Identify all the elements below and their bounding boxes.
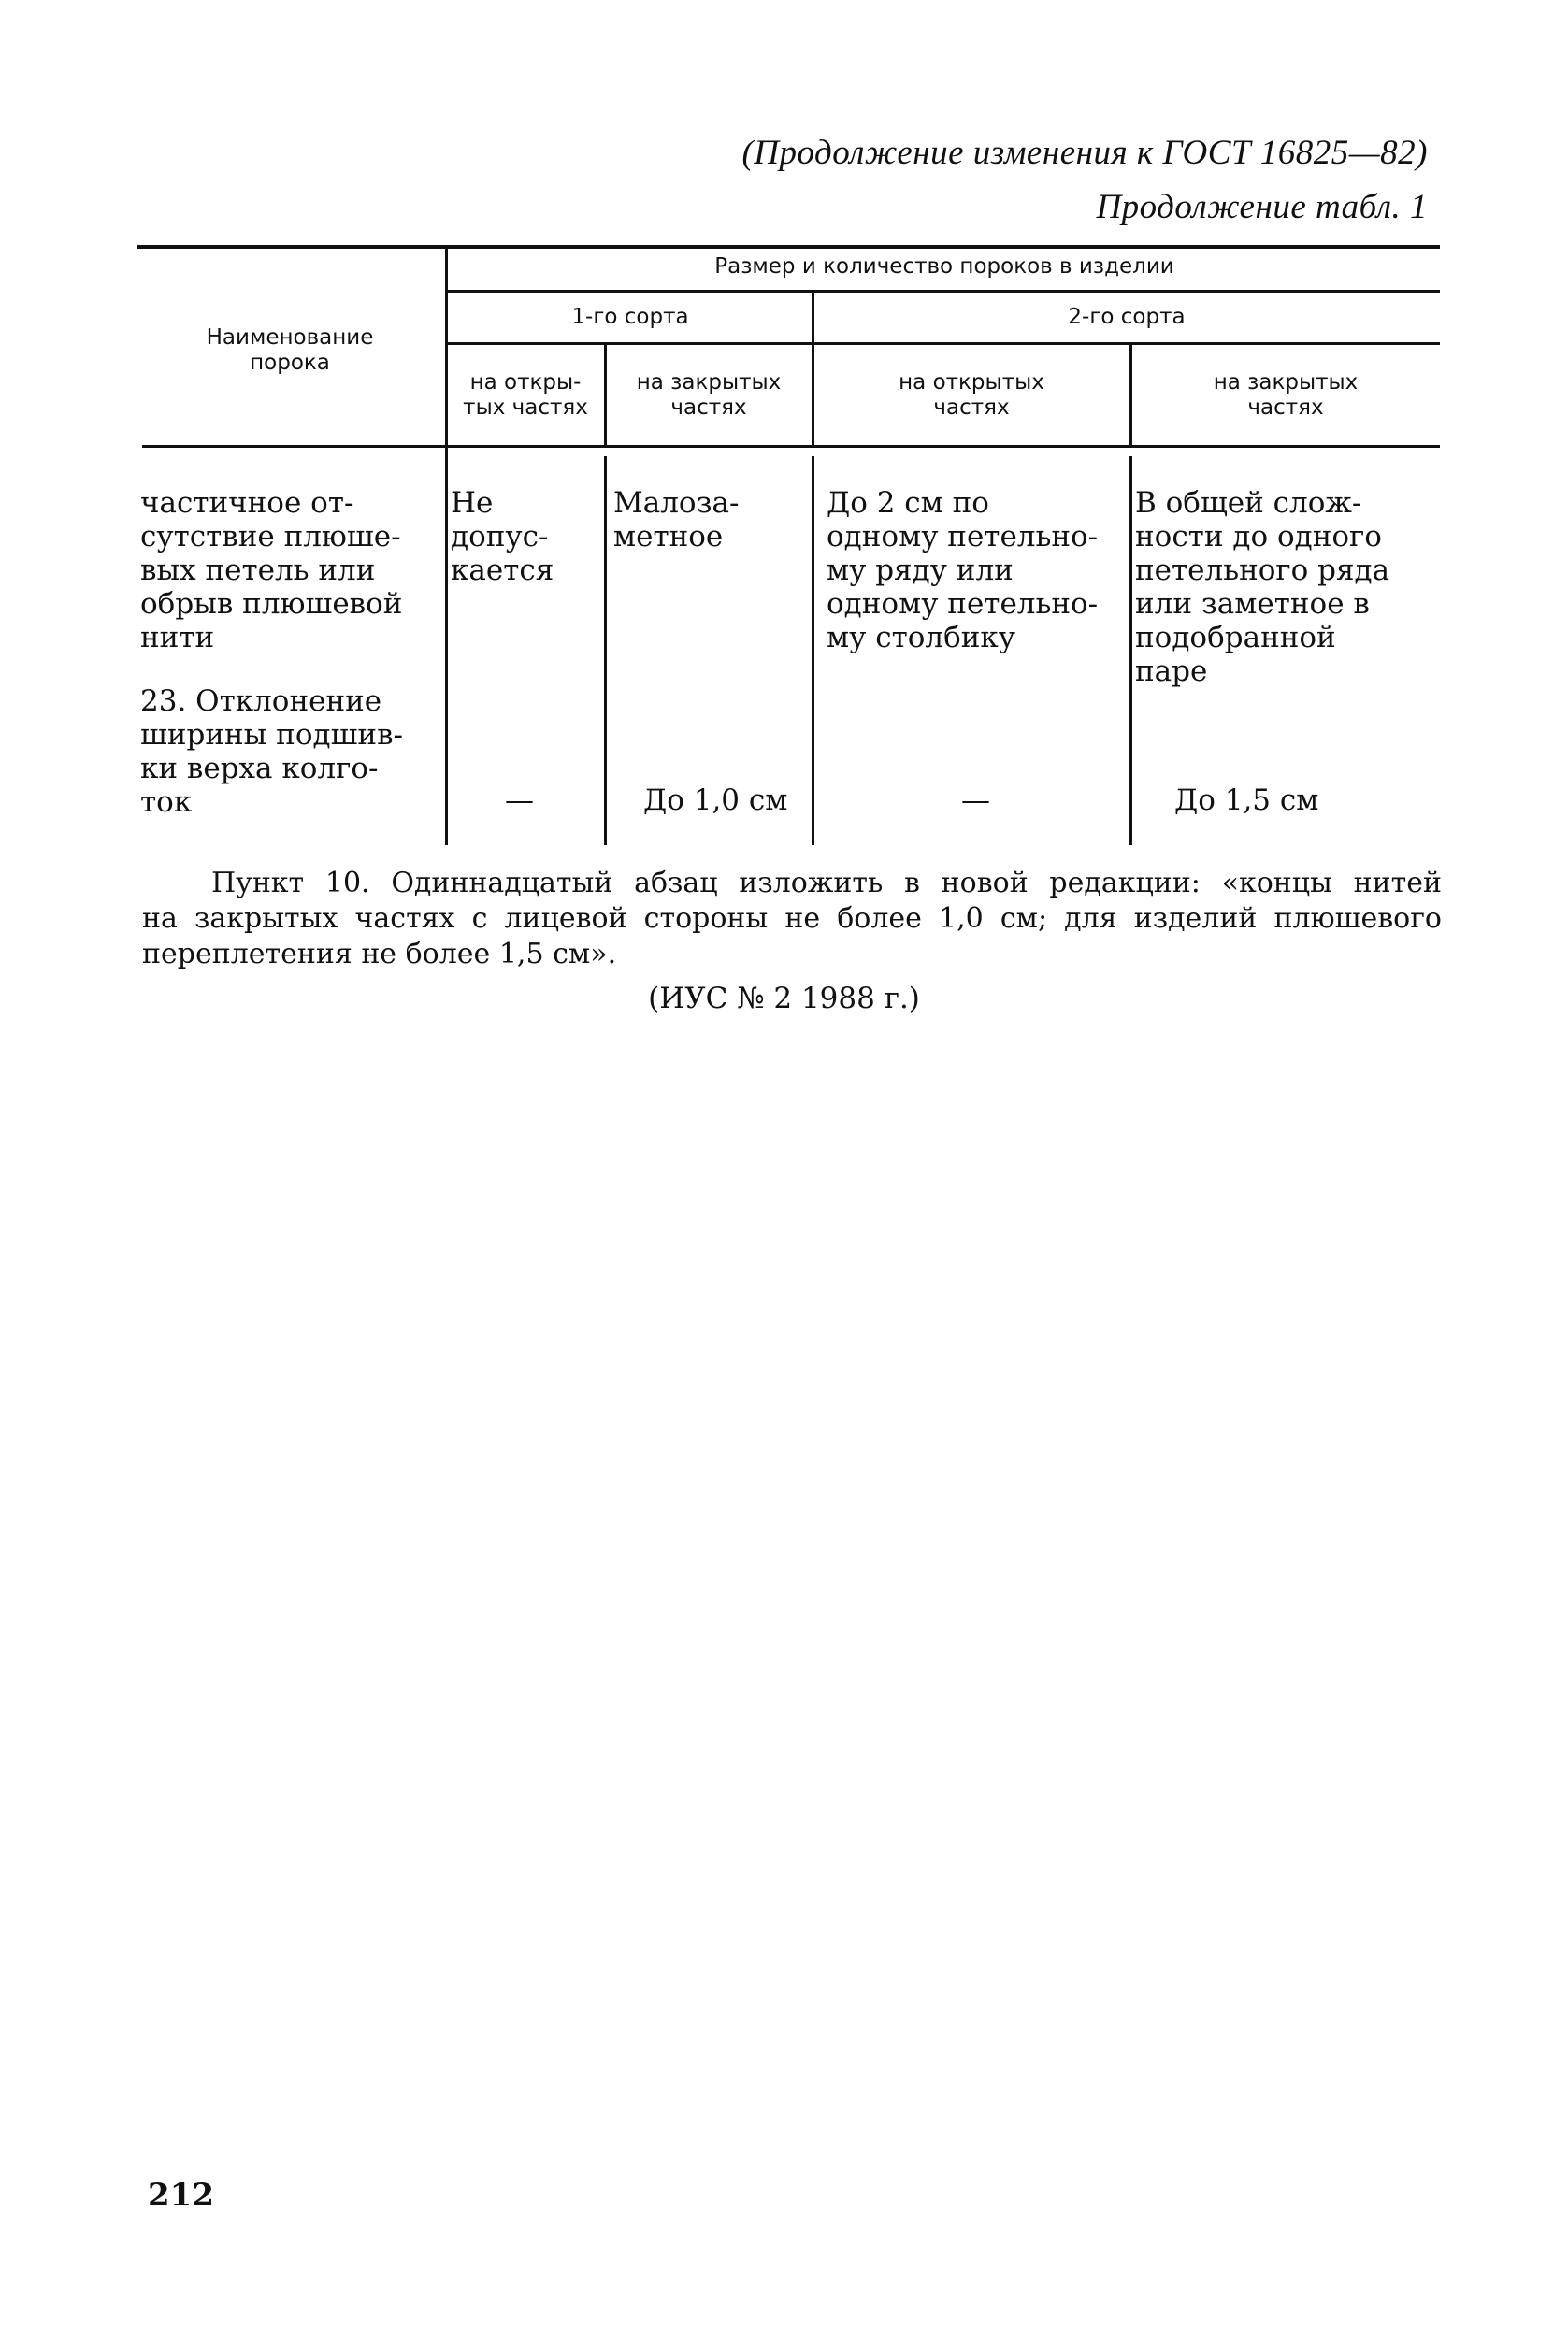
col-divider-name xyxy=(445,247,448,845)
header-grade2-closed: на закрытых частях xyxy=(1213,370,1359,420)
paragraph-line: на закрытых частях с лицевой стороны не более 1,0 см; для изделий плюшевого xyxy=(142,902,1442,935)
grade1-open-value: Не допус- кается xyxy=(451,486,554,587)
source-reference: (ИУС № 2 1988 г.) xyxy=(648,982,920,1015)
header-grade2-open: на открытых частях xyxy=(899,370,1044,420)
col-divider-grade1-body xyxy=(604,456,607,845)
grade2-closed-value: В общей слож- ности до одного петельного ряда или заметное в подобранной паре xyxy=(1135,486,1390,688)
grade1-closed-value: До 1,0 см xyxy=(643,783,788,817)
grade2-open-value: — xyxy=(961,783,990,817)
paragraph-line: Пункт 10. Одиннадцатый абзац изложить в новой редакции: «концы нитей xyxy=(211,867,1442,899)
defect-name: частичное от- сутствие плюше- вых петель или обрыв плюшевой нити xyxy=(140,486,403,654)
amendment-paragraph xyxy=(142,866,1442,972)
header-rule-grade xyxy=(447,342,1440,345)
header-bottom-rule xyxy=(142,445,1440,448)
header-grade1-closed: на закрытых частях xyxy=(636,370,782,420)
paragraph-line: переплетения не более 1,5 см». xyxy=(142,938,617,970)
grade2-open-value: До 2 см по одному петельно- му ряду или одному петельно- му столбику xyxy=(827,486,1099,654)
header-size-count: Размер и количество пороков в изделии xyxy=(714,254,1174,279)
grade1-closed-value: Малоза- метное xyxy=(613,486,740,553)
continuation-header: (Продолжение изменения к ГОСТ 16825—82) xyxy=(741,134,1428,172)
header-grade1: 1-го сорта xyxy=(571,305,689,329)
header-grade2: 2-го сорта xyxy=(1068,305,1186,329)
grade2-closed-value: До 1,5 см xyxy=(1174,783,1319,817)
col-divider-grades-body xyxy=(812,456,814,845)
table-top-rule xyxy=(137,245,1440,249)
table-continuation-label: Продолжение табл. 1 xyxy=(1096,188,1428,226)
defect-name: 23. Отклонение ширины подшив- ки верха колго- ток xyxy=(140,684,403,819)
header-defect-name: Наименование порока xyxy=(206,325,374,375)
grade1-open-value: — xyxy=(505,783,534,817)
page-number: 212 xyxy=(148,2176,214,2214)
header-grade1-open: на откры- тых частях xyxy=(463,370,588,420)
header-rule-group xyxy=(447,290,1440,293)
col-divider-grade2-body xyxy=(1129,456,1132,845)
